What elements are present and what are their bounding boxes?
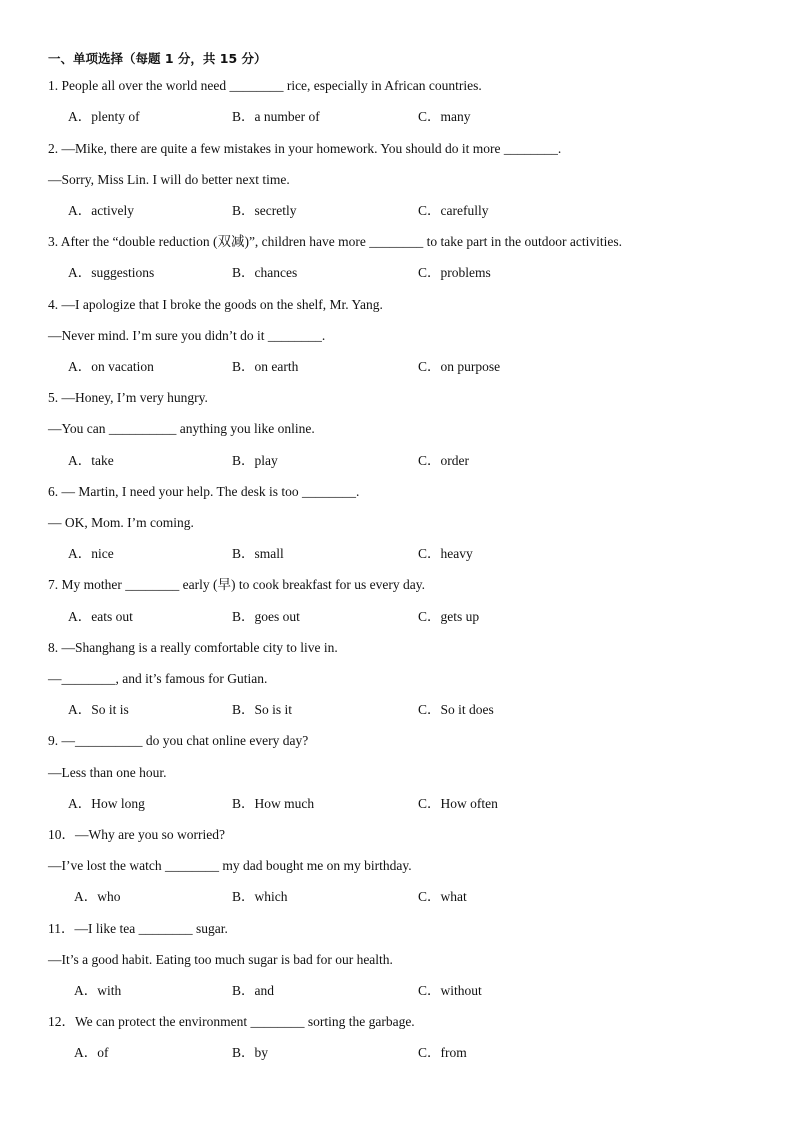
question-3-stem: 3. After the “double reduction (双减)”, children have more ________ to take part in the outdoor activities.: [48, 234, 622, 249]
question-7-option-a: A．eats out: [68, 609, 133, 624]
question-1-option-c: C．many: [418, 109, 471, 124]
question-6-stem: 6. — Martin, I need your help. The desk is too ________.: [48, 484, 360, 499]
question-7-option-c: C．gets up: [418, 609, 480, 624]
question-4-option-a: A．on vacation: [68, 359, 154, 374]
question-8-option-b: B．So is it: [232, 702, 293, 717]
question-2-option-c: C．carefully: [418, 203, 489, 218]
question-3-option-a: A．suggestions: [68, 265, 155, 280]
question-1-option-b: B．a number of: [232, 109, 320, 124]
question-1-option-a: A．plenty of: [68, 109, 140, 124]
question-4-reply: —Never mind. I’m sure you didn’t do it ________.: [48, 328, 326, 343]
question-11-option-b: B．and: [232, 983, 274, 998]
question-5-option-a: A．take: [68, 453, 114, 468]
question-11-option-c: C．without: [418, 983, 482, 998]
section-title: 一、单项选择（每题 1 分，共 15 分）: [48, 51, 267, 66]
question-4-option-c: C．on purpose: [418, 359, 501, 374]
question-9-option-b: B．How much: [232, 796, 315, 811]
question-6-option-a: A．nice: [68, 546, 114, 561]
question-8-option-c: C．So it does: [418, 702, 494, 717]
question-5-stem: 5. —Honey, I’m very hungry.: [48, 390, 208, 405]
question-10-option-a: A．who: [74, 889, 121, 904]
question-5-option-c: C．order: [418, 453, 469, 468]
question-11-reply: —It’s a good habit. Eating too much sugar is bad for our health.: [48, 952, 393, 967]
question-12-stem: 12．We can protect the environment ________ sorting the garbage.: [48, 1014, 415, 1029]
question-9-stem: 9. —__________ do you chat online every day?: [48, 733, 309, 748]
question-12-option-a: A．of: [74, 1045, 109, 1060]
question-7-option-b: B．goes out: [232, 609, 300, 624]
question-5-reply: —You can __________ anything you like online.: [48, 421, 315, 436]
question-11-stem: 11．—I like tea ________ sugar.: [48, 921, 228, 936]
question-9-reply: —Less than one hour.: [48, 765, 167, 780]
question-3-option-c: C．problems: [418, 265, 491, 280]
question-3-option-b: B．chances: [232, 265, 298, 280]
question-1-stem: 1. People all over the world need ________ rice, especially in African countries.: [48, 78, 482, 93]
question-4-option-b: B．on earth: [232, 359, 299, 374]
question-2-reply: —Sorry, Miss Lin. I will do better next time.: [48, 172, 290, 187]
question-7-stem: 7. My mother ________ early (早) to cook breakfast for us every day.: [48, 577, 426, 592]
question-6-reply: — OK, Mom. I’m coming.: [48, 515, 194, 530]
question-8-reply: —________, and it’s famous for Gutian.: [48, 671, 268, 686]
question-9-option-a: A．How long: [68, 796, 145, 811]
question-2-stem: 2. —Mike, there are quite a few mistakes in your homework. You should do it more ________.: [48, 141, 562, 156]
question-10-option-b: B．which: [232, 889, 288, 904]
question-8-option-a: A．So it is: [68, 702, 129, 717]
question-10-option-c: C．what: [418, 889, 467, 904]
question-6-option-c: C．heavy: [418, 546, 473, 561]
question-9-option-c: C．How often: [418, 796, 498, 811]
question-10-stem: 10．—Why are you so worried?: [48, 827, 225, 842]
question-12-option-c: C．from: [418, 1045, 467, 1060]
question-5-option-b: B．play: [232, 453, 278, 468]
question-2-option-a: A．actively: [68, 203, 134, 218]
question-11-option-a: A．with: [74, 983, 122, 998]
question-6-option-b: B．small: [232, 546, 284, 561]
question-4-stem: 4. —I apologize that I broke the goods on the shelf, Mr. Yang.: [48, 297, 383, 312]
question-8-stem: 8. —Shanghang is a really comfortable city to live in.: [48, 640, 338, 655]
question-2-option-b: B．secretly: [232, 203, 297, 218]
question-12-option-b: B．by: [232, 1045, 269, 1060]
question-10-reply: —I’ve lost the watch ________ my dad bought me on my birthday.: [48, 858, 412, 873]
